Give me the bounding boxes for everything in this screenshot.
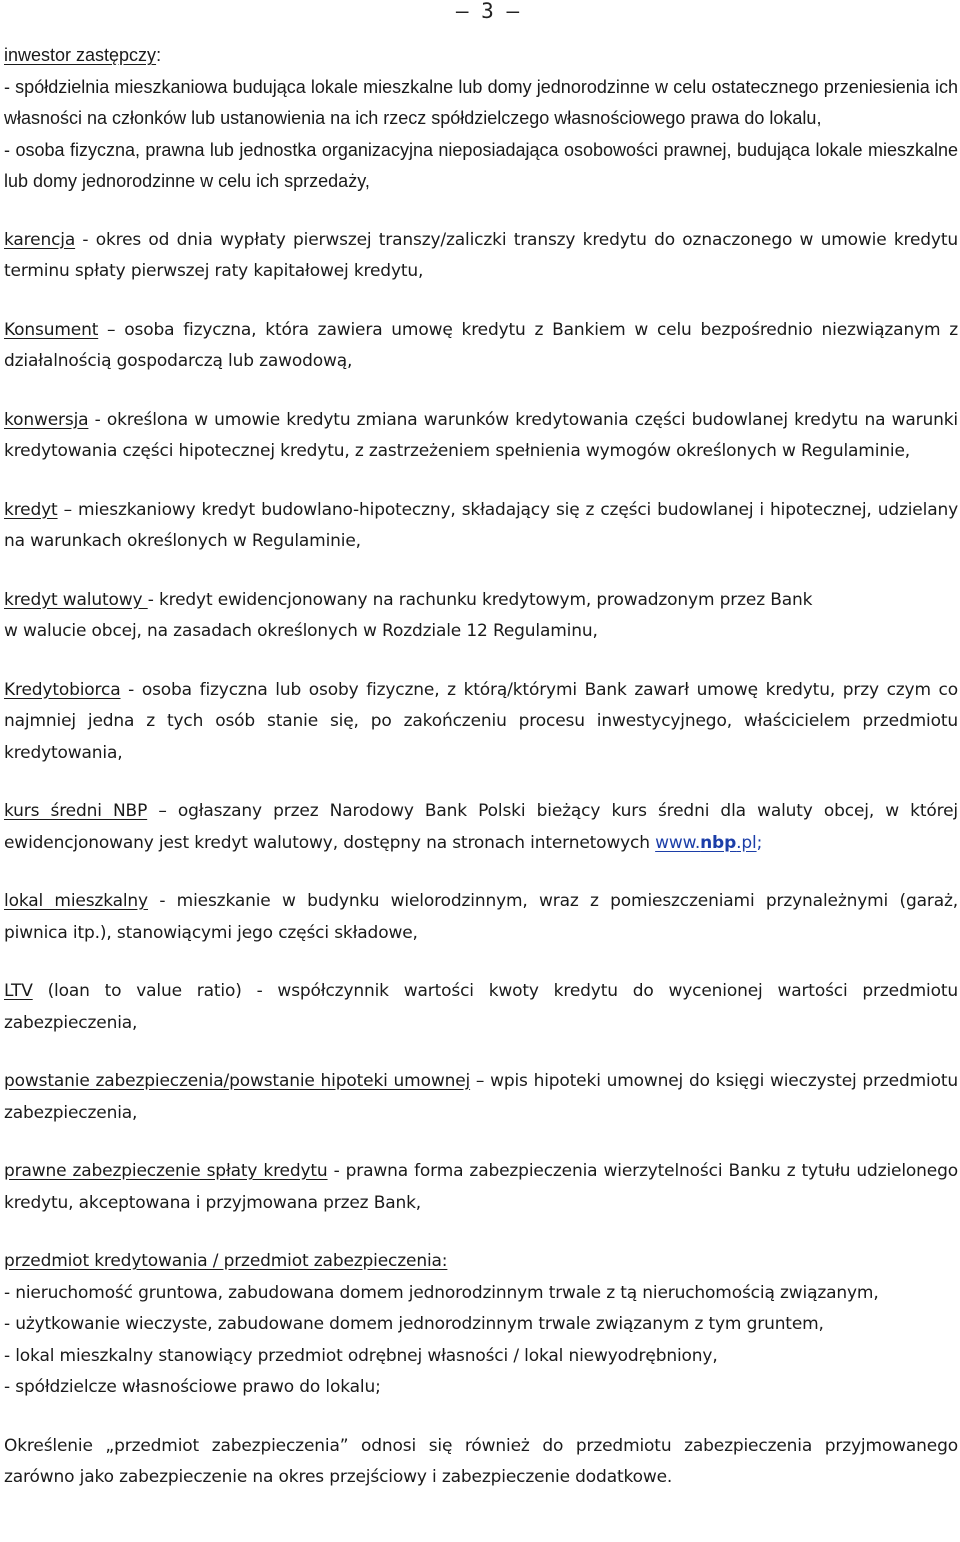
link-prefix: www. [655,832,701,853]
term-prawne-zabezpieczenie: prawne zabezpieczenie spłaty kredytu [4,1161,328,1181]
definition-prawne-zabezpieczenie [4,1156,958,1219]
definition-text: – wpis hipoteki umownej do księgi wieczystej przedmiotu zabezpieczenia, [4,1071,958,1123]
definition-przedmiot-kredytowania [4,1246,958,1404]
nbp-website-link[interactable] [655,833,756,853]
term-konsument: Konsument [4,319,99,340]
definition-inwestor-zastepczy [4,40,958,198]
term-lokal-mieszkalny: lokal mieszkalny [4,891,148,911]
definition-kredyt [4,495,958,558]
page-number: – 3 – [455,0,520,23]
definition-karencja [4,225,958,288]
heading-colon: : [156,45,162,65]
definition-text: - osoba fizyczna lub osoby fizyczne, z którą/którymi Bank zawarł umowę kredytu, przy czym co najmniej jedna z tych osób stanie się, po zakończeniu procesu inwestycyjnego, właścicielem przedmiotu kredytowania, [4,679,958,763]
term-przedmiot-kredytowania: przedmiot kredytowania / przedmiot zabezpieczenia: [4,1251,448,1271]
przedmiot-item-2: - użytkowanie wieczyste, zabudowane domem jednorodzinnym trwale związanym z tym gruntem, [4,1314,824,1334]
definition-konwersja [4,405,958,468]
definitions-list [4,40,958,1494]
link-suffix: .pl [736,832,757,853]
term-ltv: LTV [4,981,33,1001]
definition-text-line-2: w walucie obcej, na zasadach określonych w Rozdziale 12 Regulaminu, [4,621,598,641]
term-powstanie-zabezpieczenia: powstanie zabezpieczenia/powstanie hipoteki umownej [4,1071,471,1091]
inwestor-item-2: - osoba fizyczna, prawna lub jednostka organizacyjna nieposiadająca osobowości prawnej, budująca lokale mieszkalne lub domy jednorodzinne w celu ich sprzedaży, [4,139,958,191]
definition-kredytobiorca [4,675,958,770]
definition-text: – mieszkaniowy kredyt budowlano-hipoteczny, składający się z części budowlanej i hipotecznej, udzielany na warunkach określonych w Regulaminie, [4,499,958,551]
term-kredyt-walutowy: kredyt walutowy [4,589,148,610]
definition-text-line-1: - kredyt ewidencjonowany na rachunku kredytowym, prowadzonym przez Bank [147,589,813,610]
link-domain: nbp [700,832,737,853]
definition-ltv [4,976,958,1039]
przedmiot-item-1: - nieruchomość gruntowa, zabudowana domem jednorodzinnym trwale z tą nieruchomością związanym, [4,1282,879,1303]
definition-text: – osoba fizyczna, która zawiera umowę kredytu z Bankiem w celu bezpośrednio niezwiązanym z działalnością gospodarczą lub zawodową, [4,319,958,371]
definition-text: (loan to value ratio) - współczynnik wartości kwoty kredytu do wycenionej wartości przedmiotu zabezpieczenia, [4,981,958,1033]
term-kredyt: kredyt [4,499,58,520]
definition-text: – ogłaszany przez Narodowy Bank Polski bieżący kurs średni dla waluty obcej, w której ewidencjonowany jest kredyt walutowy, dostępny na stronach internetowych [4,801,958,853]
term-konwersja: konwersja [4,409,89,430]
definition-text: - określona w umowie kredytu zmiana warunków kredytowania części budowlanej kredytu na warunki kredytowania części hipotecznej kredytu, z zastrzeżeniem spełnienia wymogów określonych w Regulaminie, [4,409,958,461]
term-karencja: karencja [4,229,76,250]
definition-kurs-sredni-nbp [4,796,958,859]
definition-kredyt-walutowy [4,585,958,648]
note-okreslenie: Określenie „przedmiot zabezpieczenia” odnosi się również do przedmiotu zabezpieczenia przyjmowanego zarówno jako zabezpieczenie na okres przejściowy i zabezpieczenie dodatkowe. [4,1435,958,1487]
term-inwestor-zastepczy: inwestor zastępczy [4,45,157,65]
definition-tail: ; [756,832,763,853]
definition-heading [4,40,958,72]
definition-text: - okres od dnia wypłaty pierwszej transzy/zaliczki transzy kredytu do oznaczonego w umowie kredytu terminu spłaty pierwszej raty kapitałowej kredytu, [4,229,958,281]
definition-lokal-mieszkalny [4,886,958,949]
inwestor-item-1: - spółdzielnia mieszkaniowa budująca lokale mieszkalne lub domy jednorodzinne w celu ostatecznego przeniesienia ich własności na członków lub ustanowienia na ich rzecz spółdzielczego własnościowego prawa do lokalu, [4,76,958,128]
definition-text: - prawna forma zabezpieczenia wierzytelności Banku z tytułu udzielonego kredytu, akceptowana i przyjmowana przez Bank, [4,1161,959,1213]
przedmiot-item-4: - spółdzielcze własnościowe prawo do lokalu; [4,1377,381,1397]
term-kredytobiorca: Kredytobiorca [4,679,121,700]
definition-konsument [4,315,958,378]
definition-text: - mieszkanie w budynku wielorodzinnym, wraz z pomieszczeniami przynależnymi (garaż, piwnica itp.), stanowiącymi jego części składowe, [4,891,959,943]
definition-powstanie-zabezpieczenia [4,1066,958,1129]
przedmiot-item-3: - lokal mieszkalny stanowiący przedmiot odrębnej własności / lokal niewyodrębniony, [4,1345,718,1366]
term-kurs-sredni-nbp: kurs średni NBP [4,801,148,821]
